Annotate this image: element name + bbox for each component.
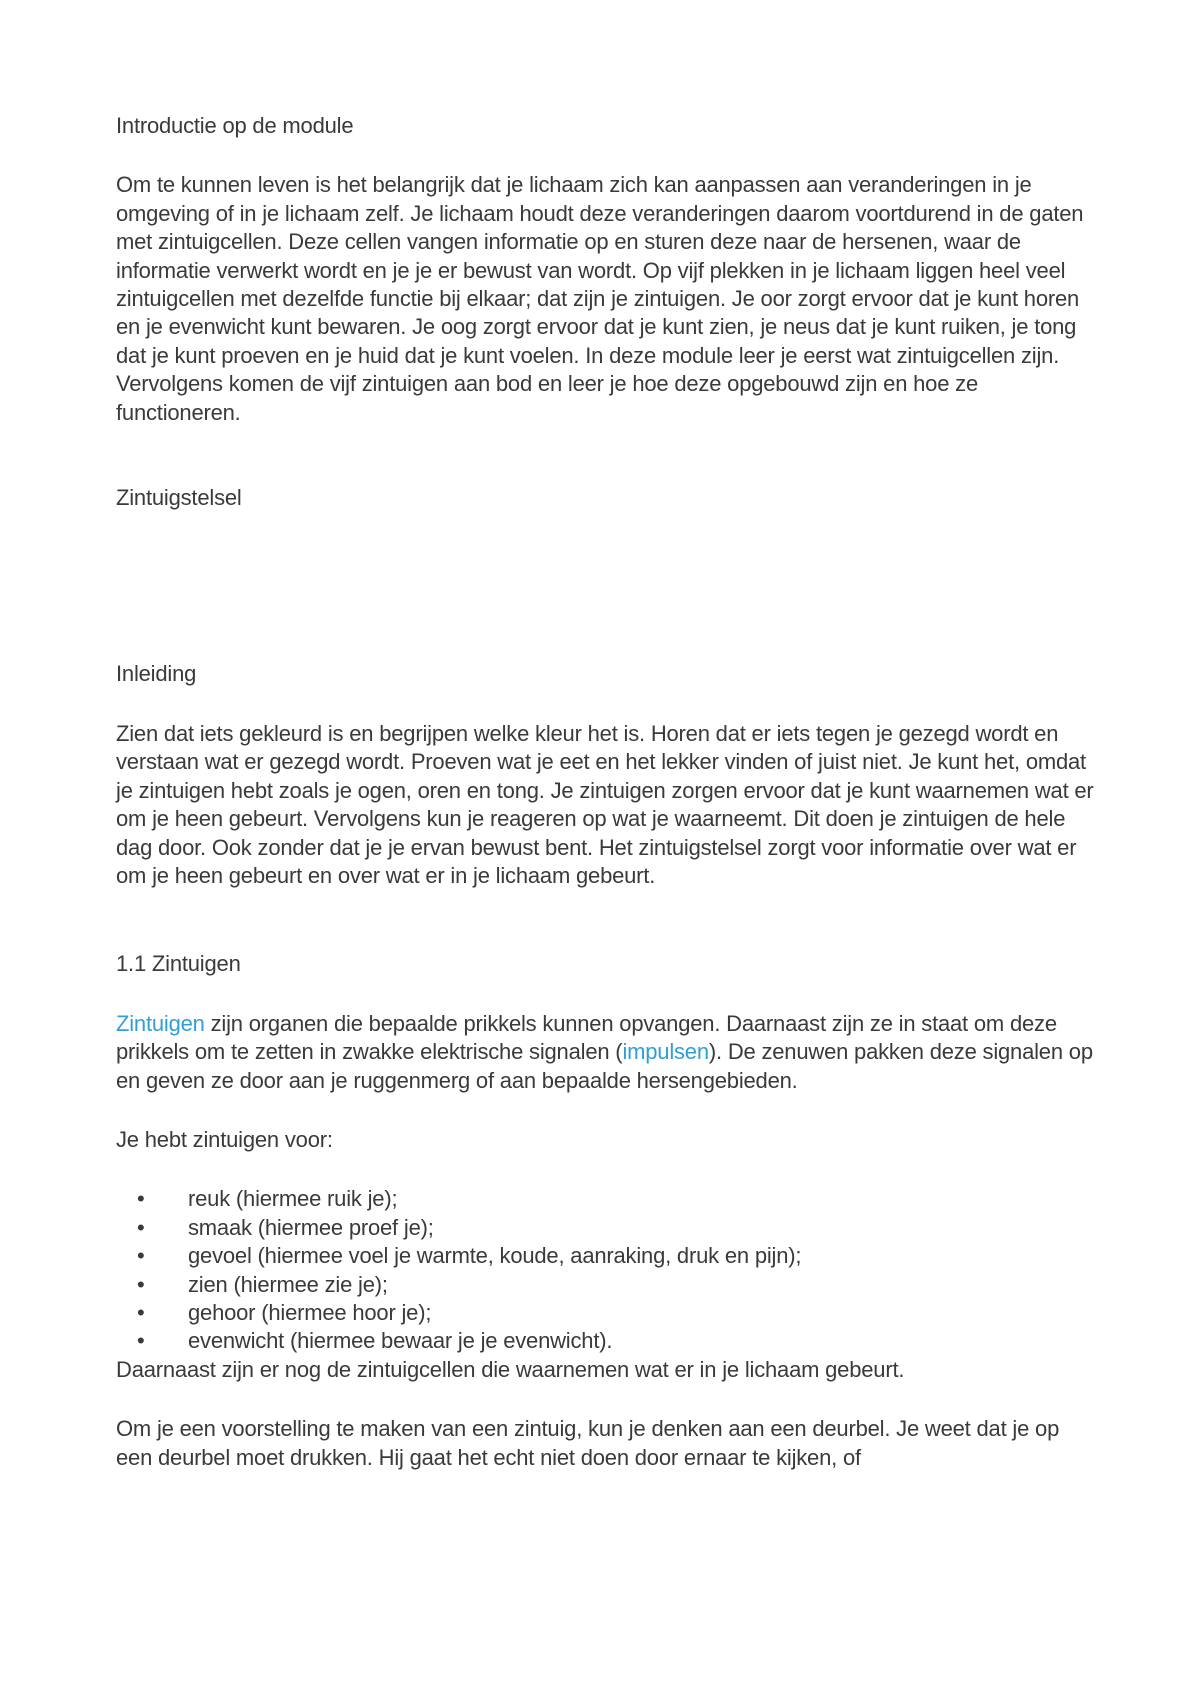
list-intro: Je hebt zintuigen voor: [116, 1126, 333, 1152]
section-1-1-heading: 1.1 Zintuigen [116, 951, 241, 977]
intro-paragraph: Om te kunnen leven is het belangrijk dat je lichaam zich kan aanpassen aan veranderingen in je omgeving of in je lichaam zelf. Je lichaam houdt deze veranderingen daarom voortdurend in de gaten met zintuigcellen. Deze cellen vangen informatie op en sturen deze naar de hersenen, waar de informatie verwerkt wordt en je je er bewust van wordt. Op vijf plekken in je lichaam liggen heel veel zintuigcellen met dezelfde functie bij elkaar; dat zijn je zintuigen. Je oor zorgt ervoor dat je kunt horen en je evenwicht kunt bewaren. Je oog zorgt ervoor dat je kunt zien, je neus dat je kunt ruiken, je tong dat je kunt proeven en je huid dat je kunt voelen. In deze module leer je eerst wat zintuigcellen zijn. Vervolgens komen de vijf zintuigen aan bod en leer je hoe deze opgebouwd zijn en hoe ze functioneren. [116, 172, 1084, 425]
list-item [116, 1242, 1096, 1270]
document-page [116, 112, 1096, 1472]
list-item-text: reuk (hiermee ruik je); [188, 1186, 398, 1212]
inleiding-paragraph: Zien dat iets gekleurd is en begrijpen welke kleur het is. Horen dat er iets tegen je gezegd wordt en verstaan wat er gezegd wordt. Proeven wat je eet en het lekker vinden of juist niet. Je kunt het, omdat je zintuigen hebt zoals je ogen, oren en tong. Je zintuigen zorgen ervoor dat je kunt waarnemen wat er om je heen gebeurt. Vervolgens kun je reageren op wat je waarneemt. Dit doen je zintuigen de hele dag door. Ook zonder dat je je ervan bewust bent. Het zintuigstelsel zorgt voor informatie over wat er om je heen gebeurt en over wat er in je lichaam gebeurt. [116, 720, 1094, 888]
impulsen-link[interactable]: impulsen [622, 1039, 709, 1065]
bullet-icon: • [137, 1328, 145, 1354]
zintuigstelsel-heading: Zintuigstelsel [116, 485, 242, 511]
bullet-icon: • [137, 1243, 145, 1269]
list-item-text: zien (hiermee zie je); [188, 1271, 388, 1297]
after-list-text: Daarnaast zijn er nog de zintuigcellen die waarnemen wat er in je lichaam gebeurt. [116, 1356, 905, 1382]
intro-heading: Introductie op de module [116, 113, 354, 138]
bullet-icon: • [137, 1214, 145, 1240]
zintuigen-list [116, 1185, 1096, 1355]
list-item [116, 1185, 1096, 1213]
inleiding-heading: Inleiding [116, 661, 197, 687]
list-item [116, 1299, 1096, 1327]
list-item-text: gehoor (hiermee hoor je); [188, 1299, 432, 1325]
list-item-text: evenwicht (hiermee bewaar je je evenwicht). [188, 1328, 613, 1354]
list-item-text: smaak (hiermee proef je); [188, 1214, 434, 1240]
list-item-text: gevoel (hiermee voel je warmte, koude, aanraking, druk en pijn); [188, 1243, 802, 1269]
list-item [116, 1214, 1096, 1242]
bullet-icon: • [137, 1271, 145, 1297]
zintuigen-link[interactable]: Zintuigen [116, 1010, 205, 1036]
zintuigen-text-part1: zijn organen die bepaalde prikkels kunnen opvangen. Daarnaast zijn ze in staat om deze prikkels om te zetten in zwakke elektrische signalen ( [116, 1010, 1057, 1065]
list-item [116, 1327, 1096, 1355]
list-item [116, 1271, 1096, 1299]
bullet-icon: • [137, 1299, 145, 1325]
bullet-icon: • [137, 1186, 145, 1212]
zintuigen-paragraph [116, 1010, 1096, 1095]
zintuigen-text-part2: ). De zenuwen pakken deze signalen op en geven ze door aan je ruggenmerg of aan bepaalde hersengebieden. [116, 1039, 1093, 1093]
deurbel-paragraph: Om je een voorstelling te maken van een zintuig, kun je denken aan een deurbel. Je weet dat je op een deurbel moet drukken. Hij gaat het echt niet doen door ernaar te kijken, of [116, 1416, 1060, 1470]
